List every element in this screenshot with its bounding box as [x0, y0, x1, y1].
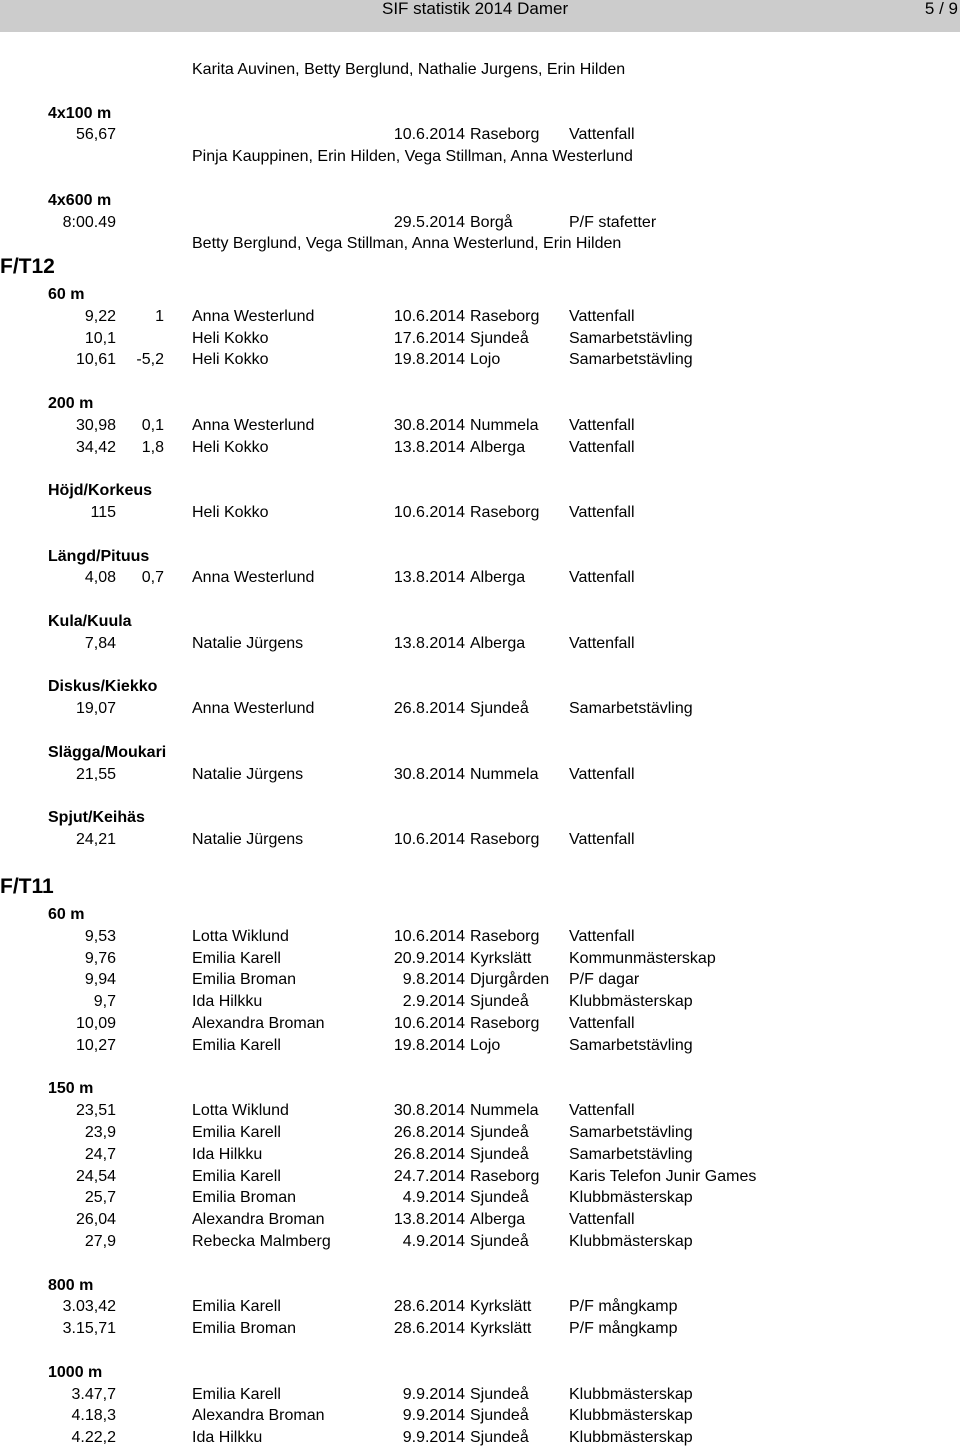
athlete-name: Ida Hilkku — [192, 993, 263, 1011]
result-value: 10,1 — [84, 329, 116, 347]
result-place: Sjundeå — [470, 1189, 529, 1207]
relay-team: Karita Auvinen, Betty Berglund, Nathalie Jurgens, Erin Hilden — [192, 61, 626, 78]
wind-value: -5,2 — [136, 351, 164, 369]
result-value: 4.18,3 — [71, 1407, 116, 1425]
result-place: Sjundeå — [470, 1385, 529, 1403]
result-value: 4,08 — [84, 569, 116, 587]
athlete-name: Anna Westerlund — [192, 569, 315, 587]
result-value: 56,67 — [75, 126, 116, 144]
event-title: 800 m — [48, 1276, 94, 1294]
result-value: 7,84 — [84, 634, 116, 652]
result-place: Kyrkslätt — [470, 1320, 532, 1338]
meet-name: Klubbmästerskap — [569, 1429, 693, 1447]
result-value: 8:00.49 — [62, 213, 116, 231]
athlete-name: Emilia Karell — [192, 1036, 281, 1054]
result-place: Borgå — [470, 213, 513, 231]
result-place: Raseborg — [470, 1167, 540, 1185]
event-title: Längd/Pituus — [48, 547, 150, 565]
wind-value: 1,8 — [141, 438, 164, 456]
meet-name: Vattenfall — [569, 416, 635, 434]
result-place: Sjundeå — [470, 1407, 529, 1425]
meet-name: Vattenfall — [569, 126, 635, 144]
result-place: Lojo — [470, 1036, 501, 1054]
athlete-name: Emilia Karell — [192, 1124, 281, 1141]
result-value: 19,07 — [75, 700, 116, 718]
result-value: 24,7 — [84, 1145, 116, 1163]
result-date: 9.9.2014 — [402, 1385, 465, 1403]
meet-name: Vattenfall — [569, 765, 635, 783]
result-date: 9.8.2014 — [402, 971, 465, 989]
meet-name: Vattenfall — [569, 1102, 635, 1120]
meet-name: Samarbetstävling — [569, 1124, 693, 1141]
result-date: 4.9.2014 — [402, 1189, 465, 1207]
result-date: 28.6.2014 — [393, 1298, 465, 1316]
result-place: Sjundeå — [470, 700, 529, 718]
result-place: Sjundeå — [470, 1145, 529, 1163]
page-number: 5 / 9 — [924, 0, 958, 18]
athlete-name: Anna Westerlund — [192, 416, 315, 434]
meet-name: Samarbetstävling — [569, 700, 693, 718]
result-place: Sjundeå — [470, 1233, 529, 1250]
result-place: Alberga — [470, 634, 526, 652]
athlete-name: Alexandra Broman — [192, 1407, 325, 1425]
meet-name: Vattenfall — [569, 1015, 635, 1032]
result-value: 9,76 — [84, 949, 116, 967]
result-place: Nummela — [470, 765, 539, 783]
result-place: Raseborg — [470, 927, 540, 945]
athlete-name: Alexandra Broman — [192, 1015, 325, 1032]
result-value: 23,51 — [75, 1102, 116, 1120]
result-date: 10.6.2014 — [393, 927, 465, 945]
event-title: 1000 m — [48, 1363, 103, 1381]
result-value: 4.22,2 — [71, 1429, 116, 1447]
athlete-name: Ida Hilkku — [192, 1145, 263, 1163]
athlete-name: Emilia Broman — [192, 1189, 297, 1207]
meet-name: Samarbetstävling — [569, 1036, 693, 1054]
meet-name: Vattenfall — [569, 307, 635, 325]
result-date: 10.6.2014 — [393, 126, 465, 144]
result-value: 9,94 — [84, 971, 116, 989]
result-value: 3.03,42 — [62, 1298, 116, 1316]
result-date: 2.9.2014 — [402, 993, 465, 1011]
result-value: 10,61 — [75, 351, 116, 369]
meet-name: Samarbetstävling — [569, 351, 693, 369]
result-date: 10.6.2014 — [393, 1015, 465, 1032]
result-date: 28.6.2014 — [393, 1320, 465, 1338]
category-heading: F/T12 — [0, 255, 55, 278]
athlete-name: Heli Kokko — [192, 351, 269, 369]
result-date: 10.6.2014 — [393, 831, 465, 848]
athlete-name: Anna Westerlund — [192, 700, 315, 718]
result-value: 3.15,71 — [62, 1320, 116, 1338]
result-place: Kyrkslätt — [470, 949, 532, 967]
result-date: 30.8.2014 — [393, 1102, 465, 1120]
meet-name: P/F stafetter — [569, 213, 657, 231]
result-value: 3.47,7 — [71, 1385, 116, 1403]
event-title: 150 m — [48, 1080, 94, 1098]
result-place: Alberga — [470, 569, 526, 587]
athlete-name: Ida Hilkku — [192, 1429, 263, 1447]
athlete-name: Anna Westerlund — [192, 307, 315, 325]
result-date: 30.8.2014 — [393, 765, 465, 783]
meet-name: Vattenfall — [569, 504, 635, 521]
event-title: Höjd/Korkeus — [48, 482, 153, 500]
athlete-name: Lotta Wiklund — [192, 927, 289, 945]
meet-name: Vattenfall — [569, 569, 635, 587]
event-title: 60 m — [48, 906, 85, 923]
result-value: 25,7 — [84, 1189, 116, 1207]
result-place: Alberga — [470, 438, 526, 456]
meet-name: Vattenfall — [569, 831, 635, 848]
result-date: 26.8.2014 — [393, 1145, 465, 1163]
result-value: 10,27 — [75, 1036, 116, 1054]
meet-name: Klubbmästerskap — [569, 993, 693, 1011]
result-place: Sjundeå — [470, 1429, 529, 1447]
athlete-name: Alexandra Broman — [192, 1211, 325, 1229]
result-place: Raseborg — [470, 126, 540, 144]
result-value: 24,54 — [75, 1167, 116, 1185]
athlete-name: Emilia Karell — [192, 1167, 281, 1185]
meet-name: Karis Telefon Junir Games — [569, 1167, 757, 1185]
meet-name: Vattenfall — [569, 1211, 635, 1229]
result-date: 13.8.2014 — [393, 634, 465, 652]
event-title: 4x100 m — [48, 104, 112, 122]
athlete-name: Lotta Wiklund — [192, 1102, 289, 1120]
event-title: Diskus/Kiekko — [48, 678, 158, 696]
result-place: Sjundeå — [470, 993, 529, 1011]
result-date: 13.8.2014 — [393, 569, 465, 587]
category-heading: F/T11 — [0, 875, 54, 898]
meet-name: Klubbmästerskap — [569, 1189, 693, 1207]
result-date: 19.8.2014 — [393, 351, 465, 369]
result-value: 9,22 — [84, 307, 116, 325]
result-place: Alberga — [470, 1211, 526, 1229]
meet-name: P/F mångkamp — [569, 1320, 678, 1338]
result-date: 13.8.2014 — [393, 438, 465, 456]
result-value: 24,21 — [75, 831, 116, 848]
result-date: 24.7.2014 — [393, 1167, 465, 1185]
athlete-name: Heli Kokko — [192, 329, 269, 347]
athlete-name: Emilia Broman — [192, 1320, 297, 1338]
wind-value: 0,7 — [141, 569, 164, 587]
result-place: Djurgården — [470, 971, 550, 989]
result-value: 34,42 — [75, 438, 116, 456]
result-place: Raseborg — [470, 504, 540, 521]
meet-name: Vattenfall — [569, 634, 635, 652]
athlete-name: Heli Kokko — [192, 438, 269, 456]
result-date: 10.6.2014 — [393, 504, 465, 521]
result-value: 115 — [90, 504, 116, 521]
result-date: 10.6.2014 — [393, 307, 465, 325]
result-place: Raseborg — [470, 307, 540, 325]
result-date: 4.9.2014 — [402, 1233, 465, 1250]
wind-value: 1 — [155, 307, 164, 325]
result-date: 26.8.2014 — [393, 700, 465, 718]
athlete-name: Emilia Karell — [192, 1385, 281, 1403]
result-date: 19.8.2014 — [393, 1036, 465, 1054]
result-value: 9,53 — [84, 927, 116, 945]
meet-name: P/F dagar — [569, 971, 640, 989]
result-value: 30,98 — [75, 416, 116, 434]
result-place: Sjundeå — [470, 1124, 529, 1141]
event-title: Kula/Kuula — [48, 613, 132, 630]
athlete-name: Natalie Jürgens — [192, 831, 304, 848]
meet-name: P/F mångkamp — [569, 1298, 678, 1316]
result-place: Nummela — [470, 416, 539, 434]
meet-name: Kommunmästerskap — [569, 949, 716, 967]
result-value: 27,9 — [84, 1233, 116, 1250]
result-date: 9.9.2014 — [402, 1407, 465, 1425]
result-place: Sjundeå — [470, 329, 529, 347]
result-value: 26,04 — [75, 1211, 116, 1229]
athlete-name: Emilia Karell — [192, 1298, 281, 1316]
event-title: 60 m — [48, 286, 85, 303]
athlete-name: Natalie Jürgens — [192, 765, 304, 783]
athlete-name: Rebecka Malmberg — [192, 1233, 331, 1250]
meet-name: Samarbetstävling — [569, 1145, 693, 1163]
result-place: Lojo — [470, 351, 501, 369]
result-value: 10,09 — [75, 1015, 116, 1032]
result-date: 26.8.2014 — [393, 1124, 465, 1141]
result-date: 30.8.2014 — [393, 416, 465, 434]
meet-name: Klubbmästerskap — [569, 1407, 693, 1425]
relay-team: Betty Berglund, Vega Stillman, Anna Westerlund, Erin Hilden — [192, 235, 622, 253]
result-date: 13.8.2014 — [393, 1211, 465, 1229]
result-value: 21,55 — [75, 765, 116, 783]
meet-name: Klubbmästerskap — [569, 1233, 693, 1250]
result-value: 23,9 — [84, 1124, 116, 1141]
wind-value: 0,1 — [141, 416, 164, 434]
meet-name: Samarbetstävling — [569, 329, 693, 347]
athlete-name: Heli Kokko — [192, 504, 269, 521]
result-place: Nummela — [470, 1102, 539, 1120]
document-title: SIF statistik 2014 Damer — [382, 0, 569, 18]
athlete-name: Natalie Jürgens — [192, 634, 304, 652]
event-title: 200 m — [48, 395, 94, 412]
event-title: 4x600 m — [48, 191, 112, 209]
athlete-name: Emilia Karell — [192, 949, 281, 967]
result-value: 9,7 — [93, 993, 116, 1011]
meet-name: Vattenfall — [569, 438, 635, 456]
athlete-name: Emilia Broman — [192, 971, 297, 989]
result-date: 9.9.2014 — [402, 1429, 465, 1447]
result-place: Raseborg — [470, 831, 540, 848]
result-place: Kyrkslätt — [470, 1298, 532, 1316]
event-title: Slägga/Moukari — [48, 743, 167, 761]
result-date: 29.5.2014 — [393, 213, 465, 231]
meet-name: Klubbmästerskap — [569, 1385, 693, 1403]
relay-team: Pinja Kauppinen, Erin Hilden, Vega Stillman, Anna Westerlund — [192, 148, 633, 166]
result-date: 20.9.2014 — [393, 949, 465, 967]
result-place: Raseborg — [470, 1015, 540, 1032]
meet-name: Vattenfall — [569, 927, 635, 945]
result-date: 17.6.2014 — [393, 329, 465, 347]
event-title: Spjut/Keihäs — [48, 809, 145, 827]
